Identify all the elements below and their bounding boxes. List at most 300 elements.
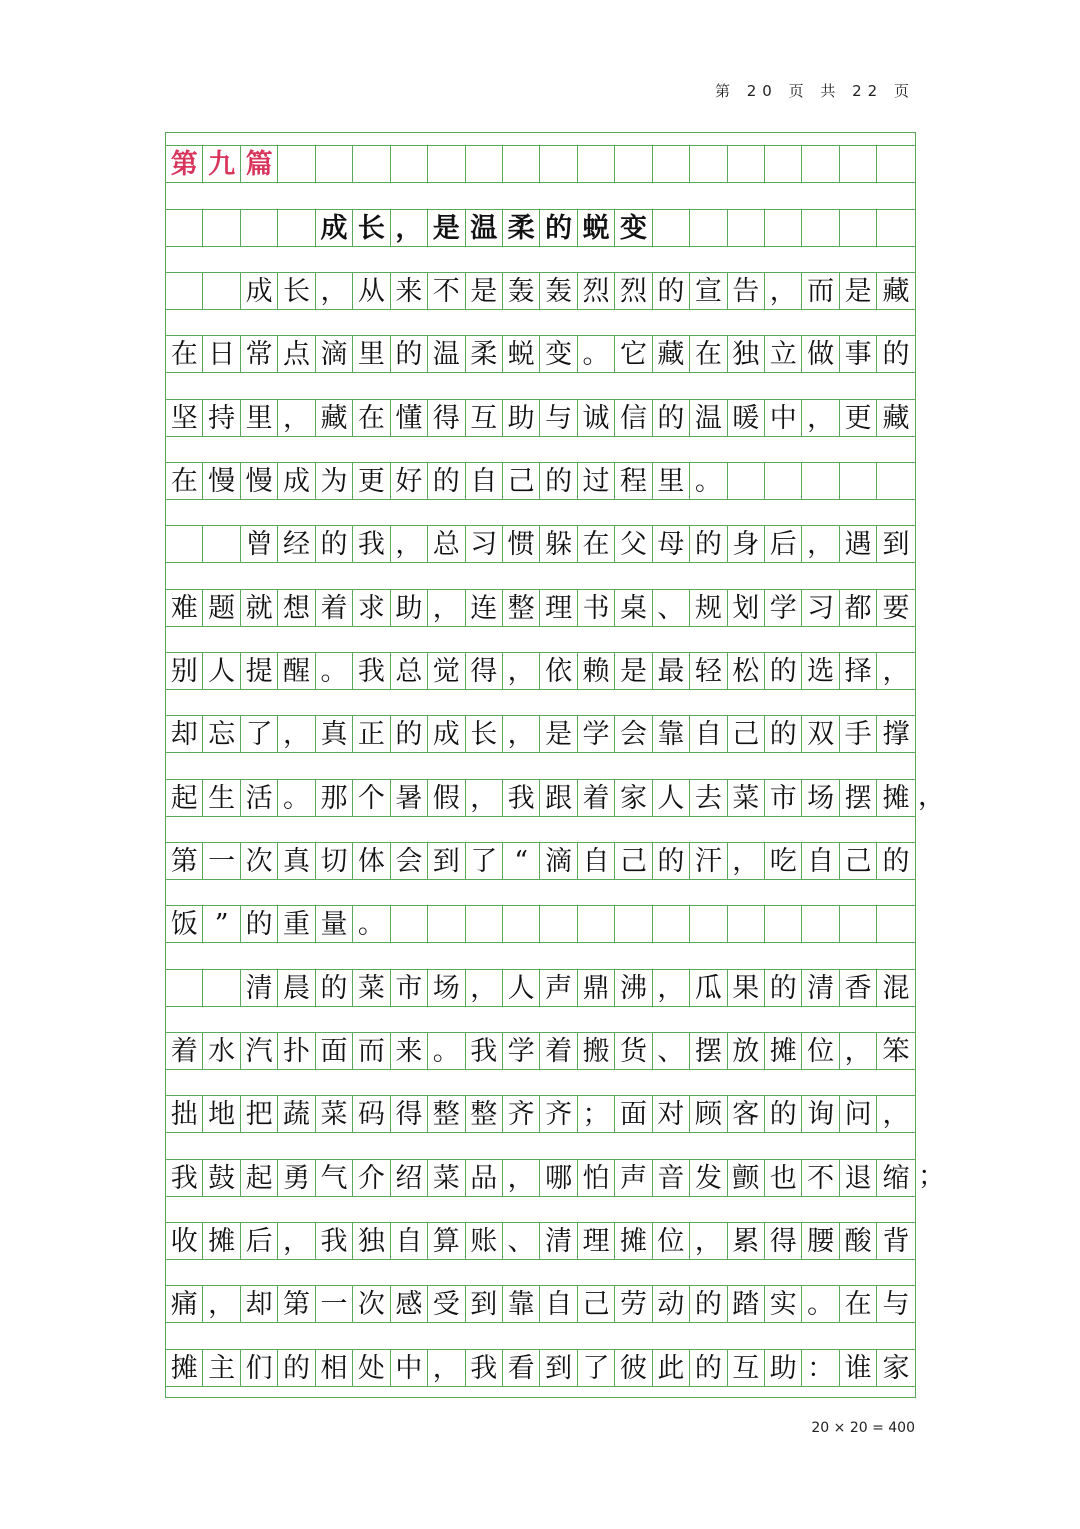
grid-cell bbox=[653, 905, 690, 943]
grid-cell bbox=[877, 905, 914, 943]
grid-cell: 鼎 bbox=[578, 969, 615, 1007]
grid-cell: 会 bbox=[615, 715, 652, 753]
grid-cell: 的 bbox=[428, 462, 465, 500]
grid-cell: 为 bbox=[316, 462, 353, 500]
grid-row bbox=[166, 589, 915, 627]
grid-cell: 腰 bbox=[802, 1222, 839, 1260]
grid-cell: 品 bbox=[466, 1159, 503, 1197]
grid-cell: 过 bbox=[578, 462, 615, 500]
grid-cell: 柔 bbox=[466, 335, 503, 373]
grid-cell bbox=[840, 905, 877, 943]
grid-cell: 累 bbox=[728, 1222, 765, 1260]
grid-cell: 己 bbox=[615, 842, 652, 880]
grid-cell bbox=[391, 905, 428, 943]
grid-cell: 我 bbox=[316, 1222, 353, 1260]
grid-cell: 货 bbox=[615, 1032, 652, 1070]
grid-cell: 顾 bbox=[690, 1095, 727, 1133]
grid-cell: 假 bbox=[428, 779, 465, 817]
manuscript-grid bbox=[165, 132, 916, 1398]
grid-cell: 烈 bbox=[615, 272, 652, 310]
grid-cell bbox=[578, 145, 615, 183]
grid-cell: 暖 bbox=[728, 399, 765, 437]
grid-cell: 重 bbox=[278, 905, 315, 943]
grid-cell: ， bbox=[428, 589, 465, 627]
grid-cell: 它 bbox=[615, 335, 652, 373]
grid-cell: 感 bbox=[391, 1285, 428, 1323]
grid-cell bbox=[241, 209, 278, 247]
grid-cell: 轰 bbox=[503, 272, 540, 310]
grid-cell: 活 bbox=[241, 779, 278, 817]
grid-cell: 次 bbox=[353, 1285, 390, 1323]
grid-cell bbox=[203, 272, 240, 310]
grid-cell: ” bbox=[203, 905, 240, 943]
grid-cell: 踏 bbox=[728, 1285, 765, 1323]
grid-cell: 助 bbox=[391, 589, 428, 627]
grid-cell: ， bbox=[503, 1159, 540, 1197]
grid-cell: 立 bbox=[765, 335, 802, 373]
grid-cell: 勇 bbox=[278, 1159, 315, 1197]
grid-cell: 就 bbox=[241, 589, 278, 627]
grid-cell: 我 bbox=[166, 1159, 203, 1197]
grid-cell: 中 bbox=[765, 399, 802, 437]
grid-cell: 香 bbox=[840, 969, 877, 1007]
grid-cell: ， bbox=[503, 652, 540, 690]
grid-cell: 助 bbox=[503, 399, 540, 437]
grid-cell: 却 bbox=[241, 1285, 278, 1323]
grid-count-footer: 20 × 20 = 400 bbox=[811, 1420, 915, 1436]
grid-cell: 藏 bbox=[877, 399, 914, 437]
grid-cell: ， bbox=[391, 525, 428, 563]
grid-cell: 清 bbox=[802, 969, 839, 1007]
grid-cell: 的 bbox=[316, 525, 353, 563]
grid-cell: 与 bbox=[877, 1285, 914, 1323]
grid-cell: 互 bbox=[466, 399, 503, 437]
grid-cell bbox=[466, 905, 503, 943]
grid-cell: 成 bbox=[428, 715, 465, 753]
grid-cell: 变 bbox=[540, 335, 577, 373]
grid-cell: 择 bbox=[840, 652, 877, 690]
grid-cell: 摊 bbox=[203, 1222, 240, 1260]
grid-cell bbox=[877, 145, 914, 183]
grid-cell: 正 bbox=[353, 715, 390, 753]
grid-cell: 手 bbox=[840, 715, 877, 753]
grid-cell: 摆 bbox=[840, 779, 877, 817]
grid-cell: 遇 bbox=[840, 525, 877, 563]
grid-cell: 的 bbox=[241, 905, 278, 943]
grid-cell: 我 bbox=[466, 1032, 503, 1070]
grid-cell: 学 bbox=[765, 589, 802, 627]
grid-cell: 的 bbox=[653, 272, 690, 310]
grid-cell: 独 bbox=[728, 335, 765, 373]
grid-cell: 齐 bbox=[503, 1095, 540, 1133]
grid-cell: 一 bbox=[203, 842, 240, 880]
grid-cell: 经 bbox=[278, 525, 315, 563]
grid-cell bbox=[428, 905, 465, 943]
grid-cell: 地 bbox=[203, 1095, 240, 1133]
grid-cell: 是 bbox=[466, 272, 503, 310]
grid-cell: 滴 bbox=[316, 335, 353, 373]
grid-cell: 摊 bbox=[877, 779, 914, 817]
grid-row bbox=[166, 525, 915, 563]
grid-row bbox=[166, 1095, 915, 1133]
grid-cell: 、 bbox=[503, 1222, 540, 1260]
grid-cell: ， bbox=[278, 1222, 315, 1260]
grid-row bbox=[166, 1349, 915, 1387]
grid-cell: ： bbox=[802, 1349, 839, 1387]
grid-cell: 在 bbox=[690, 335, 727, 373]
grid-cell bbox=[203, 209, 240, 247]
grid-cell: 我 bbox=[503, 779, 540, 817]
grid-cell: 到 bbox=[466, 1285, 503, 1323]
grid-cell: 水 bbox=[203, 1032, 240, 1070]
grid-cell bbox=[802, 462, 839, 500]
grid-cell: 里 bbox=[353, 335, 390, 373]
grid-row bbox=[166, 399, 915, 437]
grid-cell bbox=[428, 145, 465, 183]
grid-cell bbox=[802, 209, 839, 247]
grid-cell: 长 bbox=[466, 715, 503, 753]
grid-cell: 菜 bbox=[728, 779, 765, 817]
grid-cell: 。 bbox=[428, 1032, 465, 1070]
grid-cell: 划 bbox=[728, 589, 765, 627]
grid-cell: 都 bbox=[840, 589, 877, 627]
grid-cell: 谁 bbox=[840, 1349, 877, 1387]
grid-cell: 面 bbox=[316, 1032, 353, 1070]
grid-cell: 题 bbox=[203, 589, 240, 627]
grid-cell: ， bbox=[503, 715, 540, 753]
grid-cell: 成 bbox=[316, 209, 353, 247]
grid-cell: 与 bbox=[540, 399, 577, 437]
grid-cell: 是 bbox=[540, 715, 577, 753]
grid-cell: 实 bbox=[765, 1285, 802, 1323]
grid-cell: 而 bbox=[802, 272, 839, 310]
grid-cell: 别 bbox=[166, 652, 203, 690]
grid-cell: 。 bbox=[353, 905, 390, 943]
grid-cell: 扑 bbox=[278, 1032, 315, 1070]
grid-cell: 一 bbox=[316, 1285, 353, 1323]
grid-cell: 藏 bbox=[653, 335, 690, 373]
grid-cell: 连 bbox=[466, 589, 503, 627]
grid-cell: 晨 bbox=[278, 969, 315, 1007]
grid-cell bbox=[802, 145, 839, 183]
grid-cell: 得 bbox=[466, 652, 503, 690]
grid-cell: 双 bbox=[802, 715, 839, 753]
grid-cell: 自 bbox=[802, 842, 839, 880]
grid-cell: ； bbox=[578, 1095, 615, 1133]
grid-cell: 提 bbox=[241, 652, 278, 690]
grid-cell: 我 bbox=[353, 525, 390, 563]
grid-cell: 菜 bbox=[428, 1159, 465, 1197]
grid-cell: 变 bbox=[615, 209, 652, 247]
grid-cell: 第 bbox=[278, 1285, 315, 1323]
grid-cell: 来 bbox=[391, 272, 428, 310]
grid-cell: 要 bbox=[877, 589, 914, 627]
grid-cell: 撑 bbox=[877, 715, 914, 753]
grid-cell: 温 bbox=[690, 399, 727, 437]
grid-cell: 摊 bbox=[166, 1349, 203, 1387]
grid-cell: 音 bbox=[653, 1159, 690, 1197]
grid-cell: 相 bbox=[316, 1349, 353, 1387]
grid-cell: 我 bbox=[466, 1349, 503, 1387]
grid-cell: 客 bbox=[728, 1095, 765, 1133]
grid-cell: ， bbox=[765, 272, 802, 310]
grid-cell: 是 bbox=[615, 652, 652, 690]
grid-cell: 藏 bbox=[877, 272, 914, 310]
grid-cell: 忘 bbox=[203, 715, 240, 753]
grid-cell: ， bbox=[802, 525, 839, 563]
grid-cell: 整 bbox=[503, 589, 540, 627]
grid-cell bbox=[840, 145, 877, 183]
grid-row bbox=[166, 1285, 915, 1323]
grid-cell bbox=[353, 145, 390, 183]
grid-cell bbox=[278, 145, 315, 183]
grid-cell: 得 bbox=[428, 399, 465, 437]
grid-cell: 次 bbox=[241, 842, 278, 880]
grid-cell: 轰 bbox=[540, 272, 577, 310]
grid-cell: 位 bbox=[653, 1222, 690, 1260]
grid-cell bbox=[166, 272, 203, 310]
grid-cell: 们 bbox=[241, 1349, 278, 1387]
grid-cell: 在 bbox=[840, 1285, 877, 1323]
grid-cell: 不 bbox=[428, 272, 465, 310]
grid-cell: 是 bbox=[840, 272, 877, 310]
grid-cell: 颤 bbox=[728, 1159, 765, 1197]
grid-cell: 的 bbox=[540, 209, 577, 247]
grid-cell: 声 bbox=[615, 1159, 652, 1197]
grid-cell: 更 bbox=[353, 462, 390, 500]
grid-cell: 人 bbox=[653, 779, 690, 817]
grid-cell: 痛 bbox=[166, 1285, 203, 1323]
grid-cell: 摊 bbox=[765, 1032, 802, 1070]
grid-cell: 更 bbox=[840, 399, 877, 437]
grid-cell: 暑 bbox=[391, 779, 428, 817]
grid-cell bbox=[540, 905, 577, 943]
grid-cell: 怕 bbox=[578, 1159, 615, 1197]
grid-cell: 蜕 bbox=[578, 209, 615, 247]
grid-cell: 的 bbox=[690, 1349, 727, 1387]
grid-cell: 量 bbox=[316, 905, 353, 943]
grid-cell bbox=[615, 905, 652, 943]
grid-cell: 吃 bbox=[765, 842, 802, 880]
grid-cell: 询 bbox=[802, 1095, 839, 1133]
grid-cell: 拙 bbox=[166, 1095, 203, 1133]
grid-cell: 松 bbox=[728, 652, 765, 690]
grid-cell: 里 bbox=[653, 462, 690, 500]
grid-cell: “ bbox=[503, 842, 540, 880]
grid-cell: 沸 bbox=[615, 969, 652, 1007]
grid-cell: 清 bbox=[241, 969, 278, 1007]
grid-cell: 此 bbox=[653, 1349, 690, 1387]
grid-row bbox=[166, 652, 915, 690]
grid-cell: ， bbox=[653, 969, 690, 1007]
grid-cell: 到 bbox=[877, 525, 914, 563]
grid-cell: 位 bbox=[802, 1032, 839, 1070]
grid-cell: 菜 bbox=[316, 1095, 353, 1133]
grid-cell: 气 bbox=[316, 1159, 353, 1197]
grid-cell: ， bbox=[278, 399, 315, 437]
grid-cell bbox=[765, 462, 802, 500]
grid-cell bbox=[690, 905, 727, 943]
grid-cell: 瓜 bbox=[690, 969, 727, 1007]
grid-cell: 的 bbox=[278, 1349, 315, 1387]
grid-cell: 问 bbox=[840, 1095, 877, 1133]
grid-cell: ， bbox=[840, 1032, 877, 1070]
grid-cell: 求 bbox=[353, 589, 390, 627]
grid-cell bbox=[578, 905, 615, 943]
grid-cell: 了 bbox=[466, 842, 503, 880]
grid-cell: 长 bbox=[353, 209, 390, 247]
grid-cell: 生 bbox=[203, 779, 240, 817]
grid-cell: 齐 bbox=[540, 1095, 577, 1133]
grid-row bbox=[166, 969, 915, 1007]
grid-cell: 好 bbox=[391, 462, 428, 500]
grid-cell: 的 bbox=[765, 715, 802, 753]
grid-cell: 自 bbox=[466, 462, 503, 500]
grid-cell: 劳 bbox=[615, 1285, 652, 1323]
grid-cell: 处 bbox=[353, 1349, 390, 1387]
grid-row bbox=[166, 209, 915, 247]
grid-cell: ， bbox=[391, 209, 428, 247]
grid-cell: 难 bbox=[166, 589, 203, 627]
grid-cell: 起 bbox=[166, 779, 203, 817]
grid-cell bbox=[690, 209, 727, 247]
grid-cell: ， bbox=[203, 1285, 240, 1323]
grid-cell: 事 bbox=[840, 335, 877, 373]
grid-cell: 的 bbox=[877, 335, 914, 373]
grid-cell: 自 bbox=[690, 715, 727, 753]
grid-cell: 来 bbox=[391, 1032, 428, 1070]
grid-cell: 靠 bbox=[653, 715, 690, 753]
grid-cell: 滴 bbox=[540, 842, 577, 880]
grid-cell: 己 bbox=[728, 715, 765, 753]
grid-cell: 后 bbox=[765, 525, 802, 563]
grid-cell: 懂 bbox=[391, 399, 428, 437]
grid-cell: 做 bbox=[802, 335, 839, 373]
grid-cell: 的 bbox=[316, 969, 353, 1007]
grid-cell bbox=[728, 145, 765, 183]
grid-cell: 场 bbox=[802, 779, 839, 817]
grid-cell: ， bbox=[278, 715, 315, 753]
grid-cell: ， bbox=[802, 399, 839, 437]
grid-cell bbox=[840, 209, 877, 247]
grid-cell: 发 bbox=[690, 1159, 727, 1197]
grid-cell: 鼓 bbox=[203, 1159, 240, 1197]
grid-cell: 整 bbox=[428, 1095, 465, 1133]
grid-cell bbox=[840, 462, 877, 500]
grid-cell: 学 bbox=[578, 715, 615, 753]
grid-cell: 码 bbox=[353, 1095, 390, 1133]
grid-cell: 动 bbox=[653, 1285, 690, 1323]
grid-cell: 人 bbox=[203, 652, 240, 690]
margin-punctuation: ； bbox=[918, 1161, 945, 1192]
grid-cell: 依 bbox=[540, 652, 577, 690]
grid-cell: 着 bbox=[578, 779, 615, 817]
grid-cell bbox=[877, 462, 914, 500]
grid-cell: 最 bbox=[653, 652, 690, 690]
grid-cell: 宣 bbox=[690, 272, 727, 310]
grid-cell: 背 bbox=[877, 1222, 914, 1260]
grid-cell: 个 bbox=[353, 779, 390, 817]
grid-cell: 缩 bbox=[877, 1159, 914, 1197]
grid-cell: 也 bbox=[765, 1159, 802, 1197]
grid-cell: 退 bbox=[840, 1159, 877, 1197]
grid-cell: 信 bbox=[615, 399, 652, 437]
grid-cell: 体 bbox=[353, 842, 390, 880]
grid-cell bbox=[503, 145, 540, 183]
grid-cell bbox=[166, 969, 203, 1007]
grid-cell: 人 bbox=[503, 969, 540, 1007]
grid-cell: 桌 bbox=[615, 589, 652, 627]
grid-cell: 真 bbox=[278, 842, 315, 880]
grid-cell: 的 bbox=[765, 1095, 802, 1133]
grid-cell: 的 bbox=[653, 399, 690, 437]
grid-cell: 受 bbox=[428, 1285, 465, 1323]
grid-cell: 的 bbox=[765, 652, 802, 690]
grid-cell: 自 bbox=[391, 1222, 428, 1260]
grid-cell: 汗 bbox=[690, 842, 727, 880]
grid-cell: 篇 bbox=[241, 145, 278, 183]
grid-cell: 、 bbox=[653, 589, 690, 627]
grid-cell: 温 bbox=[428, 335, 465, 373]
grid-cell: 总 bbox=[391, 652, 428, 690]
grid-cell bbox=[765, 209, 802, 247]
grid-cell: 真 bbox=[316, 715, 353, 753]
grid-cell: 父 bbox=[615, 525, 652, 563]
grid-cell: ， bbox=[316, 272, 353, 310]
grid-cell: 的 bbox=[765, 969, 802, 1007]
grid-cell: 助 bbox=[765, 1349, 802, 1387]
grid-cell: 市 bbox=[391, 969, 428, 1007]
grid-cell: 哪 bbox=[540, 1159, 577, 1197]
grid-cell: 我 bbox=[353, 652, 390, 690]
grid-cell: 柔 bbox=[503, 209, 540, 247]
grid-cell: 菜 bbox=[353, 969, 390, 1007]
grid-cell: 是 bbox=[428, 209, 465, 247]
grid-cell: 在 bbox=[578, 525, 615, 563]
grid-cell bbox=[728, 209, 765, 247]
grid-cell bbox=[765, 905, 802, 943]
grid-cell: 主 bbox=[203, 1349, 240, 1387]
margin-punctuation: ， bbox=[918, 781, 945, 812]
grid-row bbox=[166, 1222, 915, 1260]
grid-cell: 看 bbox=[503, 1349, 540, 1387]
grid-cell: 声 bbox=[540, 969, 577, 1007]
grid-cell: 的 bbox=[391, 335, 428, 373]
grid-cell: 诚 bbox=[578, 399, 615, 437]
grid-row bbox=[166, 905, 915, 943]
grid-cell: 清 bbox=[540, 1222, 577, 1260]
grid-cell: 母 bbox=[653, 525, 690, 563]
grid-row bbox=[166, 462, 915, 500]
grid-cell: 放 bbox=[728, 1032, 765, 1070]
grid-cell: 的 bbox=[653, 842, 690, 880]
grid-cell: 选 bbox=[802, 652, 839, 690]
grid-cell: 不 bbox=[802, 1159, 839, 1197]
grid-row bbox=[166, 335, 915, 373]
grid-cell: 得 bbox=[765, 1222, 802, 1260]
grid-cell: 独 bbox=[353, 1222, 390, 1260]
grid-cell: 着 bbox=[316, 589, 353, 627]
grid-cell: 蜕 bbox=[503, 335, 540, 373]
grid-cell: 曾 bbox=[241, 525, 278, 563]
grid-cell: 慢 bbox=[203, 462, 240, 500]
grid-cell: 汽 bbox=[241, 1032, 278, 1070]
grid-cell: 醒 bbox=[278, 652, 315, 690]
grid-cell: 赖 bbox=[578, 652, 615, 690]
grid-cell: 面 bbox=[615, 1095, 652, 1133]
grid-cell: 那 bbox=[316, 779, 353, 817]
grid-cell bbox=[278, 209, 315, 247]
